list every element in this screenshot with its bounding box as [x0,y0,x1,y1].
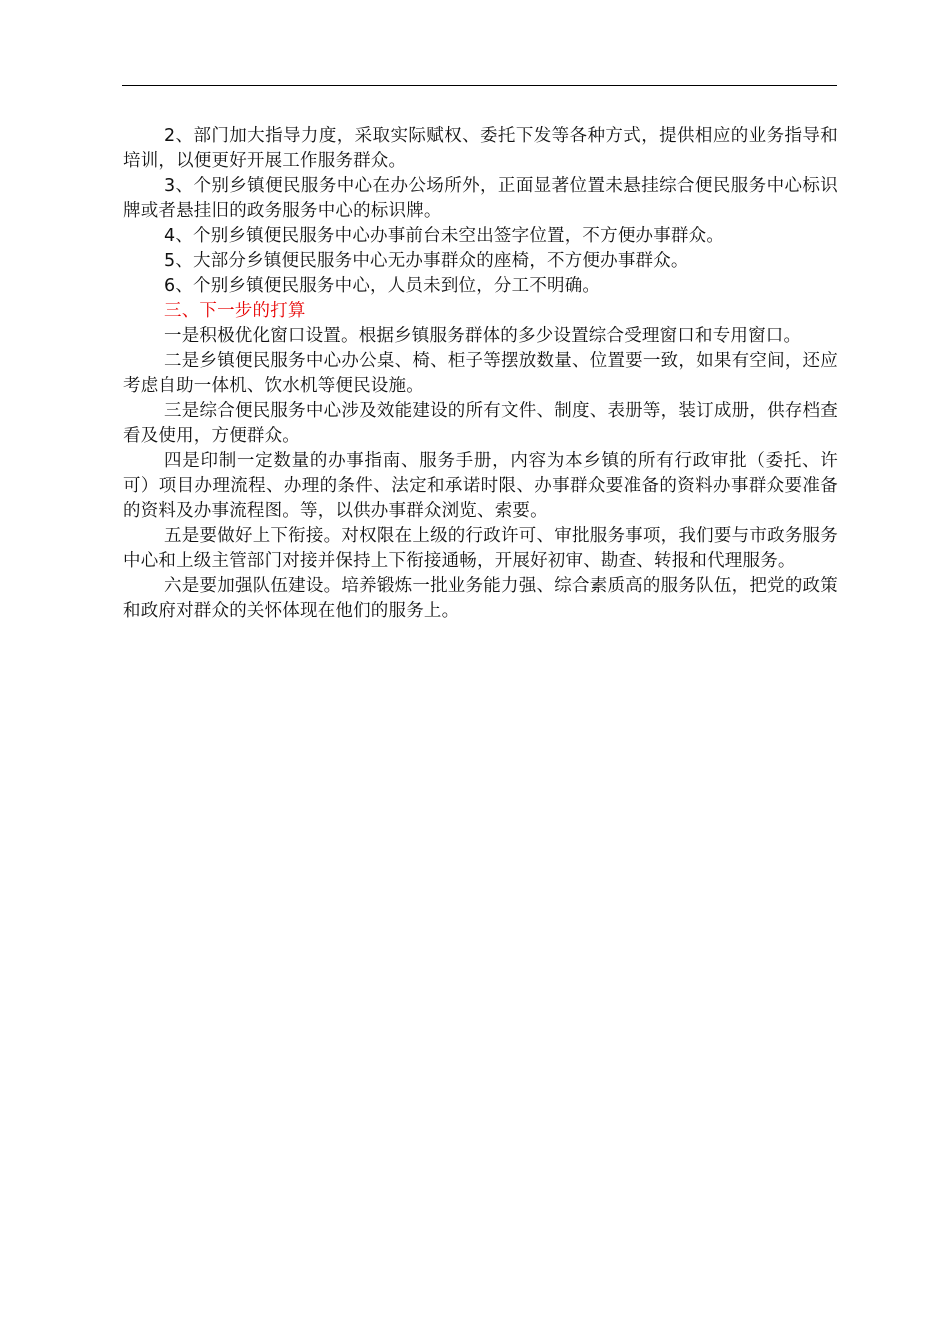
list-item-6: 6、个别乡镇便民服务中心，人员未到位，分工不明确。 [164,276,601,296]
plan-item-4: 四是印制一定数量的办事指南、服务手册，内容为本乡镇的所有行政审批（委托、许可）项目办理流程、办理的条件、法定和承诺时限、办事群众要准备的资料办事群众要准备的资料及办事流程图。等，以供办事群众浏览、索要。 [123,451,838,521]
list-item-2: 2、部门加大指导力度，采取实际赋权、委托下发等各种方式，提供相应的业务指导和培训，以便更好开展工作服务群众。 [123,126,838,171]
plan-item-2: 二是乡镇便民服务中心办公桌、椅、柜子等摆放数量、位置要一致，如果有空间，还应考虑自助一体机、饮水机等便民设施。 [123,351,838,396]
list-item-5: 5、大部分乡镇便民服务中心无办事群众的座椅，不方便办事群众。 [164,251,689,271]
plan-item-6: 六是要加强队伍建设。培养锻炼一批业务能力强、综合素质高的服务队伍，把党的政策和政府对群众的关怀体现在他们的服务上。 [123,576,838,621]
list-item-3: 3、个别乡镇便民服务中心在办公场所外，正面显著位置未悬挂综合便民服务中心标识牌或者悬挂旧的政务服务中心的标识牌。 [123,176,838,221]
document-body [123,124,838,624]
plan-item-3: 三是综合便民服务中心涉及效能建设的所有文件、制度、表册等，装订成册，供存档查看及使用，方便群众。 [123,401,838,446]
section-heading: 三、下一步的打算 [164,301,306,321]
list-item-4: 4、个别乡镇便民服务中心办事前台未空出签字位置，不方便办事群众。 [164,226,725,246]
plan-item-5: 五是要做好上下衔接。对权限在上级的行政许可、审批服务事项，我们要与市政务服务中心和上级主管部门对接并保持上下衔接通畅，开展好初审、勘查、转报和代理服务。 [123,526,838,571]
plan-item-1: 一是积极优化窗口设置。根据乡镇服务群体的多少设置综合受理窗口和专用窗口。 [164,326,802,346]
header-rule [122,85,837,86]
